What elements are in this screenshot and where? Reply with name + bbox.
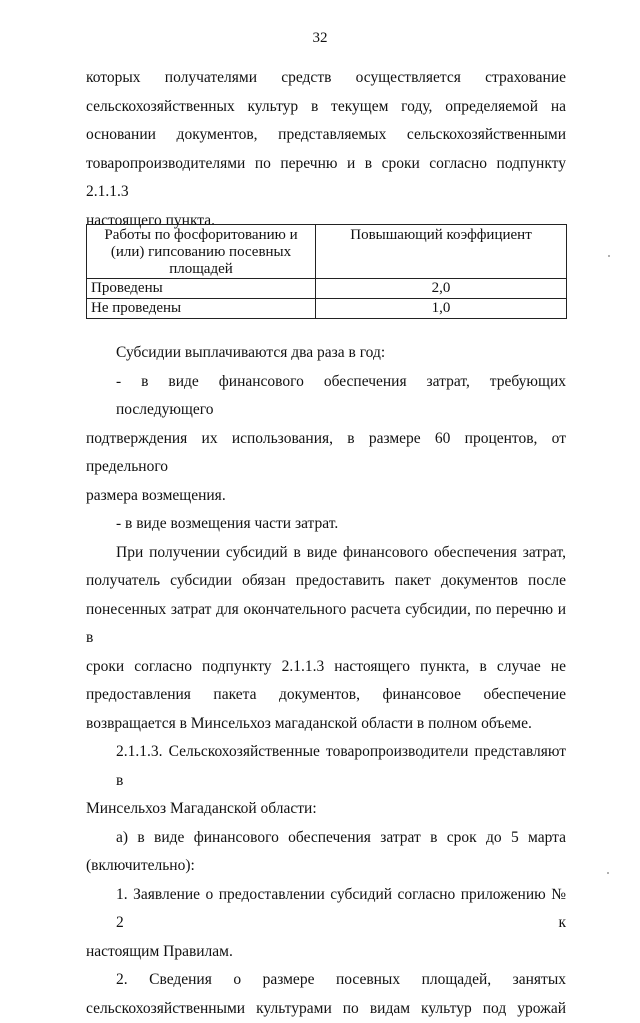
text-line: 2. Сведения о размере посевных площадей, занятых: [86, 966, 566, 995]
text-line: понесенных затрат для окончательного расчета субсидии, по перечню и в: [86, 596, 566, 653]
text-line: - в виде возмещения части затрат.: [86, 510, 566, 539]
text-line: (включительно):: [86, 852, 566, 881]
table-row: [87, 279, 567, 299]
text-line: 1. Заявление о предоставлении субсидий согласно приложению № 2 к: [86, 881, 566, 938]
text-line: сроки согласно подпункту 2.1.1.3 настоящего пункта, в случае не: [86, 653, 566, 682]
text-line: Субсидии выплачиваются два раза в год:: [86, 339, 566, 368]
table-cell: Не проведены: [87, 299, 316, 319]
text-line: возвращается в Минсельхоз магаданской области в полном объеме.: [86, 710, 566, 739]
table-header-cell: Работы по фосфоритованию и (или) гипсованию посевных площадей: [87, 225, 316, 279]
table-row: [87, 299, 567, 319]
table-cell: 2,0: [316, 279, 567, 299]
text-line: сельскохозяйственными культурами по видам культур под урожай: [86, 995, 566, 1023]
text-line: предоставления пакета документов, финансовое обеспечение: [86, 681, 566, 710]
text-line: подтверждения их использования, в размере 60 процентов, от предельного: [86, 425, 566, 482]
text-line: которых получателями средств осуществляется страхование: [86, 64, 566, 93]
text-line: сельскохозяйственных культур в текущем году, определяемой на: [86, 93, 566, 122]
scan-speck: [607, 872, 609, 874]
coefficient-table: [86, 224, 567, 319]
text-line: получатель субсидии обязан предоставить пакет документов после: [86, 567, 566, 596]
table-header-row: [87, 225, 567, 279]
text-line: 2.1.1.3. Сельскохозяйственные товаропроизводители представляют в: [86, 738, 566, 795]
intro-paragraph: [86, 64, 566, 235]
text-line: Минсельхоз Магаданской области:: [86, 795, 566, 824]
scan-speck: [608, 255, 610, 257]
table-cell: 1,0: [316, 299, 567, 319]
text-line: настоящего пункта.: [86, 207, 566, 236]
page-number: 32: [0, 30, 640, 47]
body-text: [86, 339, 566, 1023]
text-line: настоящим Правилам.: [86, 938, 566, 967]
table-cell: Проведены: [87, 279, 316, 299]
text-line: размера возмещения.: [86, 482, 566, 511]
text-line: товаропроизводителями по перечню и в сроки согласно подпункту 2.1.1.3: [86, 150, 566, 207]
table-header-cell: Повышающий коэффициент: [316, 225, 567, 279]
text-line: - в виде финансового обеспечения затрат, требующих последующего: [86, 368, 566, 425]
text-line: При получении субсидий в виде финансового обеспечения затрат,: [86, 539, 566, 568]
text-line: а) в виде финансового обеспечения затрат в срок до 5 марта: [86, 824, 566, 853]
text-line: основании документов, представляемых сельскохозяйственными: [86, 121, 566, 150]
